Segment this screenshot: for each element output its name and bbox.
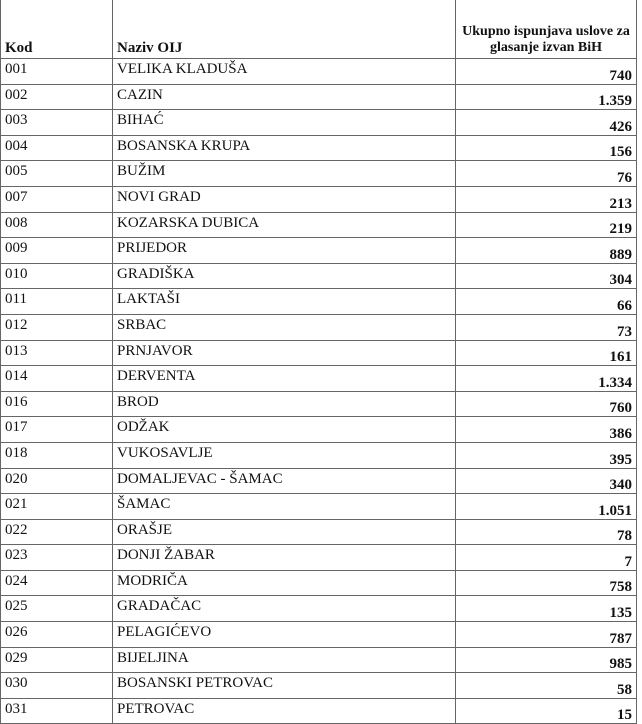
naziv-cell: DOMALJEVAC - ŠAMAC [113, 468, 456, 494]
naziv-cell: BROD [113, 391, 456, 417]
table-row [1, 673, 637, 699]
naziv-cell: PELAGIĆEVO [113, 622, 456, 648]
naziv-cell: VELIKA KLADUŠA [113, 59, 456, 85]
ukupno-cell: 889 [456, 238, 637, 264]
kod-cell: 018 [1, 442, 113, 468]
header-row [1, 0, 637, 59]
table-row [1, 263, 637, 289]
table-row [1, 519, 637, 545]
ukupno-cell: 395 [456, 442, 637, 468]
header-ukupno: Ukupno ispunjava uslove za glasanje izvan BiH [456, 0, 637, 59]
header-kod: Kod [1, 0, 113, 59]
kod-cell: 008 [1, 212, 113, 238]
table-row [1, 161, 637, 187]
kod-cell: 029 [1, 647, 113, 673]
ukupno-cell: 161 [456, 340, 637, 366]
table-row [1, 84, 637, 110]
naziv-cell: DONJI ŽABAR [113, 545, 456, 571]
table-row [1, 442, 637, 468]
table-row [1, 698, 637, 724]
naziv-cell: PETROVAC [113, 698, 456, 724]
ukupno-cell: 740 [456, 59, 637, 85]
naziv-cell: NOVI GRAD [113, 186, 456, 212]
kod-cell: 014 [1, 366, 113, 392]
table-row [1, 468, 637, 494]
kod-cell: 003 [1, 110, 113, 136]
ukupno-cell: 386 [456, 417, 637, 443]
naziv-cell: ODŽAK [113, 417, 456, 443]
kod-cell: 016 [1, 391, 113, 417]
naziv-cell: CAZIN [113, 84, 456, 110]
ukupno-cell: 219 [456, 212, 637, 238]
kod-cell: 013 [1, 340, 113, 366]
kod-cell: 011 [1, 289, 113, 315]
ukupno-cell: 426 [456, 110, 637, 136]
ukupno-cell: 78 [456, 519, 637, 545]
ukupno-cell: 758 [456, 570, 637, 596]
kod-cell: 017 [1, 417, 113, 443]
kod-cell: 023 [1, 545, 113, 571]
naziv-cell: ŠAMAC [113, 494, 456, 520]
kod-cell: 030 [1, 673, 113, 699]
kod-cell: 002 [1, 84, 113, 110]
ukupno-cell: 787 [456, 622, 637, 648]
naziv-cell: PRNJAVOR [113, 340, 456, 366]
table-row [1, 622, 637, 648]
table-row [1, 212, 637, 238]
kod-cell: 001 [1, 59, 113, 85]
kod-cell: 004 [1, 135, 113, 161]
ukupno-cell: 7 [456, 545, 637, 571]
kod-cell: 010 [1, 263, 113, 289]
table-row [1, 596, 637, 622]
table-row [1, 59, 637, 85]
naziv-cell: KOZARSKA DUBICA [113, 212, 456, 238]
ukupno-cell: 15 [456, 698, 637, 724]
ukupno-cell: 58 [456, 673, 637, 699]
table-row [1, 289, 637, 315]
naziv-cell: BOSANSKA KRUPA [113, 135, 456, 161]
ukupno-cell: 340 [456, 468, 637, 494]
table-row [1, 545, 637, 571]
naziv-cell: SRBAC [113, 314, 456, 340]
naziv-cell: ORAŠJE [113, 519, 456, 545]
table-row [1, 417, 637, 443]
ukupno-cell: 76 [456, 161, 637, 187]
naziv-cell: BIJELJINA [113, 647, 456, 673]
ukupno-cell: 985 [456, 647, 637, 673]
ukupno-cell: 1.334 [456, 366, 637, 392]
table-row [1, 366, 637, 392]
kod-cell: 012 [1, 314, 113, 340]
ukupno-cell: 135 [456, 596, 637, 622]
kod-cell: 005 [1, 161, 113, 187]
naziv-cell: BUŽIM [113, 161, 456, 187]
naziv-cell: GRADIŠKA [113, 263, 456, 289]
ukupno-cell: 66 [456, 289, 637, 315]
table-row [1, 391, 637, 417]
table-row [1, 340, 637, 366]
ukupno-cell: 213 [456, 186, 637, 212]
table-row [1, 110, 637, 136]
ukupno-cell: 156 [456, 135, 637, 161]
ukupno-cell: 304 [456, 263, 637, 289]
kod-cell: 020 [1, 468, 113, 494]
naziv-cell: GRADAČAC [113, 596, 456, 622]
ukupno-cell: 1.051 [456, 494, 637, 520]
naziv-cell: BOSANSKI PETROVAC [113, 673, 456, 699]
table-row [1, 570, 637, 596]
kod-cell: 021 [1, 494, 113, 520]
table-row [1, 186, 637, 212]
naziv-cell: LAKTAŠI [113, 289, 456, 315]
kod-cell: 024 [1, 570, 113, 596]
naziv-cell: VUKOSAVLJE [113, 442, 456, 468]
naziv-cell: PRIJEDOR [113, 238, 456, 264]
table-row [1, 494, 637, 520]
kod-cell: 022 [1, 519, 113, 545]
naziv-cell: DERVENTA [113, 366, 456, 392]
ukupno-cell: 760 [456, 391, 637, 417]
kod-cell: 009 [1, 238, 113, 264]
table-row [1, 647, 637, 673]
ukupno-cell: 73 [456, 314, 637, 340]
table-row [1, 135, 637, 161]
header-naziv: Naziv OIJ [113, 0, 456, 59]
kod-cell: 026 [1, 622, 113, 648]
kod-cell: 031 [1, 698, 113, 724]
naziv-cell: MODRIČA [113, 570, 456, 596]
naziv-cell: BIHAĆ [113, 110, 456, 136]
table-row [1, 238, 637, 264]
table-row [1, 314, 637, 340]
kod-cell: 025 [1, 596, 113, 622]
ukupno-cell: 1.359 [456, 84, 637, 110]
kod-cell: 007 [1, 186, 113, 212]
